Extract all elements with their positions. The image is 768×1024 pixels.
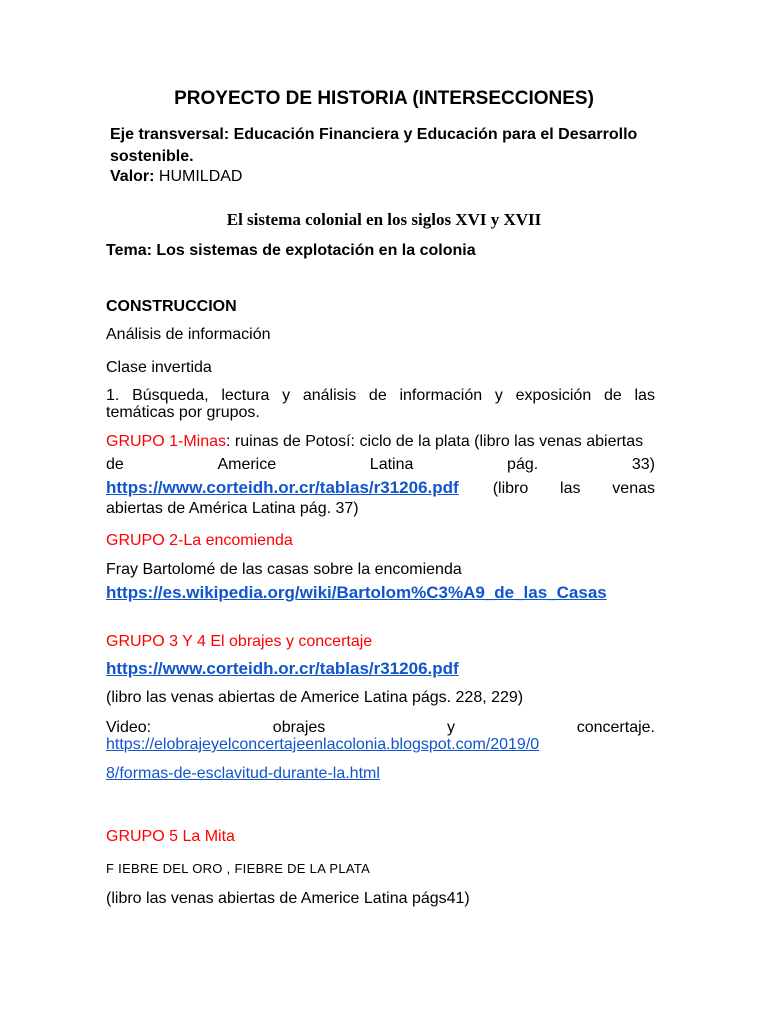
- grupo34-video-word: Video:: [106, 719, 152, 736]
- grupo5-fiebre: F IEBRE DEL ORO , FIEBRE DE LA PLATA: [106, 861, 371, 876]
- grupo34-video-link-line1[interactable]: https://elobrajeyelconcertajeenlacolonia.blogspot.com/2019/0: [106, 736, 540, 753]
- busqueda-word: análisis: [302, 387, 357, 404]
- grupo34-label: GRUPO 3 Y 4 El obrajes y concertaje: [106, 633, 373, 650]
- clase-invertida-text: Clase invertida: [106, 359, 212, 376]
- grupo34-video-line: [106, 719, 655, 737]
- page-title: PROYECTO DE HISTORIA (INTERSECCIONES): [174, 88, 594, 109]
- eje-transversal-line1: Eje transversal: Educación Financiera y Educación para el Desarrollo: [110, 126, 638, 143]
- grupo1-line2-word: 33): [631, 456, 655, 473]
- grupo34-video-link-line2[interactable]: 8/formas-de-esclavitud-durante-la.html: [106, 765, 380, 782]
- busqueda-word: de: [368, 387, 387, 404]
- grupo1-line3-word: (libro: [492, 480, 529, 497]
- busqueda-word: las: [634, 387, 655, 404]
- grupo1-line2: [106, 456, 655, 474]
- valor-label: Valor:: [110, 168, 155, 185]
- grupo1-line3: [106, 478, 655, 498]
- valor-value: HUMILDAD: [154, 168, 243, 185]
- grupo1-line2-word: Americe: [217, 456, 277, 473]
- grupo1-line1: [106, 433, 643, 451]
- eje-transversal-line2: sostenible.: [110, 148, 194, 165]
- busqueda-word: y: [282, 387, 291, 404]
- grupo34-video-word: y: [447, 719, 455, 736]
- construccion-heading: CONSTRUCCION: [106, 298, 237, 315]
- grupo2-label: GRUPO 2-La encomienda: [106, 532, 293, 549]
- grupo2-text: Fray Bartolomé de las casas sobre la encomienda: [106, 561, 462, 578]
- busqueda-word: y: [494, 387, 503, 404]
- tema-heading: Tema: Los sistemas de explotación en la colonia: [106, 242, 476, 259]
- busqueda-word: información: [399, 387, 483, 404]
- busqueda-word: Búsqueda,: [132, 387, 209, 404]
- grupo34-video-word: concertaje.: [576, 719, 655, 736]
- grupo1-line2-word: Latina: [369, 456, 414, 473]
- grupo1-label: GRUPO 1-Minas: [106, 433, 227, 450]
- grupo1-line2-word: de: [106, 456, 124, 473]
- grupo2-link[interactable]: https://es.wikipedia.org/wiki/Bartolom%C3%A9_de_las_Casas: [106, 583, 607, 602]
- grupo5-libro: (libro las venas abiertas de Americe Latina págs41): [106, 890, 470, 907]
- busqueda-word: lectura: [221, 387, 270, 404]
- grupo1-desc: : ruinas de Potosí: ciclo de la plata (libro las venas abiertas: [226, 433, 644, 450]
- busqueda-word: 1.: [106, 387, 120, 404]
- grupo34-video-word: obrajes: [272, 719, 326, 736]
- grupo5-label: GRUPO 5 La Mita: [106, 828, 235, 845]
- grupo1-line4: abiertas de América Latina pág. 37): [106, 500, 359, 517]
- grupo34-link[interactable]: https://www.corteidh.or.cr/tablas/r31206.pdf: [106, 659, 459, 678]
- grupo1-line2-word: pág.: [507, 456, 539, 473]
- grupo1-line3-word: las: [560, 480, 581, 497]
- busqueda-word: de: [603, 387, 622, 404]
- grupo1-line3-word: venas: [612, 480, 655, 497]
- section-subtitle: El sistema colonial en los siglos XVI y XVII: [226, 210, 542, 229]
- grupo34-libro: (libro las venas abiertas de Americe Latina págs. 228, 229): [106, 689, 524, 706]
- analisis-text: Análisis de información: [106, 326, 271, 343]
- valor-line: [110, 168, 242, 186]
- busqueda-line1: [106, 387, 655, 405]
- grupo1-line3-rest: [493, 480, 655, 498]
- busqueda-line2: temáticas por grupos.: [106, 404, 260, 421]
- busqueda-word: exposición: [515, 387, 592, 404]
- grupo1-link[interactable]: https://www.corteidh.or.cr/tablas/r31206.pdf: [106, 478, 459, 497]
